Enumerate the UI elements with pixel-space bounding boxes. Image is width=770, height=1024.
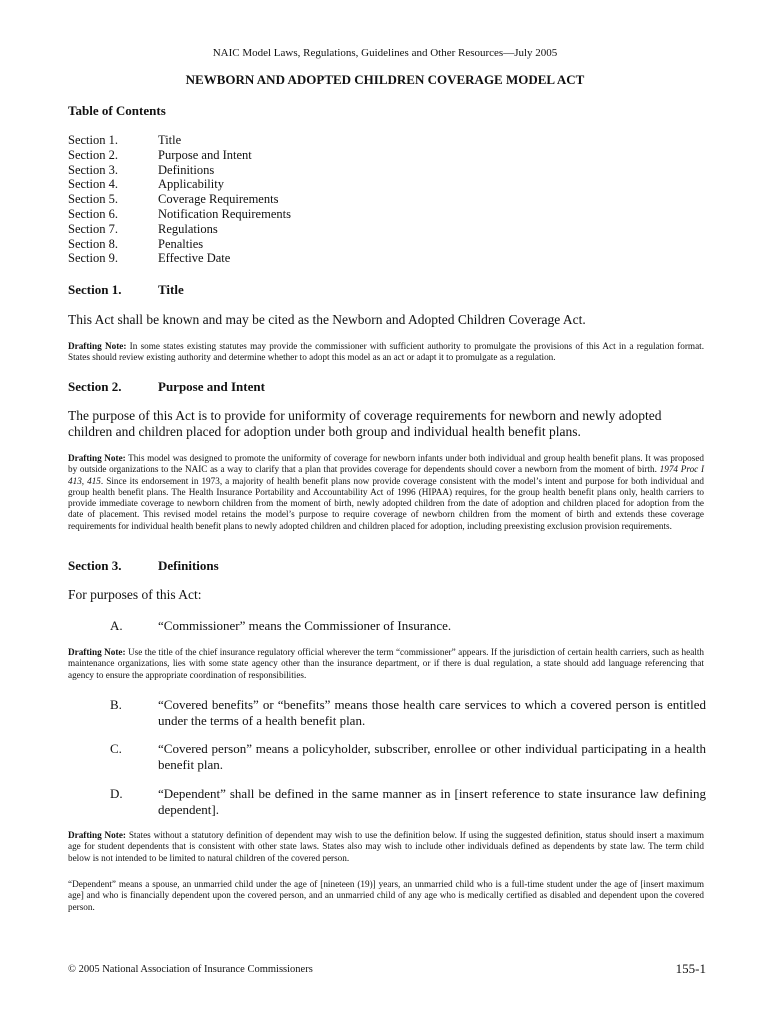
definition-d-drafting-note: Drafting Note: States without a statutory definition of dependent may wish to use the definition below. If using the suggested definition, status should insert a maximum age for student dependents that is consistent with other state laws. States also may wish to include other individuals defined as dependents by state law. The term child below is not intended to be limited to natural children of the covered person.: [68, 830, 705, 863]
page-number: 155-1: [675, 961, 706, 976]
section-1-drafting-note: Drafting Note: In some states existing statutes may provide the commissioner with sufficient authority to promulgate the provisions of this Act in a regulation format. States should review existing authority and determine whether to adopt this model as an act or adapt it to promulgate as a regulation.: [68, 341, 705, 363]
definition-d: D. “Dependent” shall be defined in the same manner as in [insert reference to state insurance law defining dependent].: [110, 786, 706, 817]
definition-a: A. “Commissioner” means the Commissioner of Insurance.: [110, 618, 452, 633]
toc-item: Section 5. Coverage Requirements: [68, 192, 279, 207]
section-1-text: This Act shall be known and may be cited as the Newborn and Adopted Children Coverage Act.: [68, 312, 586, 327]
toc-heading: Table of Contents: [68, 103, 166, 118]
toc-item: Section 6. Notification Requirements: [68, 206, 291, 221]
document-title: NEWBORN AND ADOPTED CHILDREN COVERAGE MODEL ACT: [185, 72, 585, 87]
toc-item: Section 4. Applicability: [68, 177, 224, 192]
section-1-heading: Section 1. Title: [68, 282, 184, 297]
footer-copyright: © 2005 National Association of Insurance Commissioners: [68, 964, 313, 975]
section-3-intro: For purposes of this Act:: [68, 587, 202, 602]
toc-item: Section 3. Definitions: [68, 162, 215, 177]
toc-item: Section 8. Penalties: [68, 236, 204, 251]
toc-item: Section 7. Regulations: [68, 221, 218, 236]
toc-item: Section 1. Title: [68, 133, 182, 147]
definition-b: B. “Covered benefits” or “benefits” means those health care services to which a covered person is entitled under the terms of a health benefit plan.: [110, 697, 706, 728]
running-header: NAIC Model Laws, Regulations, Guidelines and Other Resources—July 2005: [212, 47, 558, 59]
definition-a-drafting-note: Drafting Note: Use the title of the chief insurance regulatory official wherever the term “commissioner” appears. If the jurisdiction of certain health carriers, such as health maintenance organizations, lies with some state agency other than the insurance department, or if there is dual regulation, a state should add language referencing that agency to ensure the appropriate coordination of responsibilities.: [68, 647, 705, 680]
dependent-definition: “Dependent” means a spouse, an unmarried child under the age of [nineteen (19)] years, an unmarried child who is a full-time student under the age of [insert maximum age] and who is financially dependent upon the covered person, and an unmarried child of any age who is medically certified as disabled and dependent upon the covered person.: [68, 879, 704, 912]
section-2-text: The purpose of this Act is to provide for uniformity of coverage requirements for newborn and newly adopted children and children placed for adoption under both group and individual health benefit plans.: [68, 408, 662, 439]
definition-c: C. “Covered person” means a policyholder, subscriber, enrollee or other individual participating in a health benefit plan.: [110, 741, 706, 772]
section-3-heading: Section 3. Definitions: [68, 558, 219, 573]
toc-item: Section 2. Purpose and Intent: [68, 147, 252, 162]
section-2-heading: Section 2. Purpose and Intent: [68, 379, 265, 394]
table-of-contents: [68, 133, 291, 266]
toc-item: Section 9. Effective Date: [68, 251, 231, 266]
section-2-drafting-note: Drafting Note: This model was designed to promote the uniformity of coverage for newborn infants under both individual and group health benefit plans. It was proposed by outside organizations to the NAIC as a way to clarify that a plan that provides coverage for dependents should cover a newborn from the moment of birth. 1974 Proc I 413, 415. Since its endorsement in 1973, a majority of health benefit plans now provide coverage consistent with the model’s intent and purpose for both individual and group health benefit plans. The Health Insurance Portability and Accountability Act of 1996 (HIPAA) requires, for the group health benefit plans only, health carriers to provide immediate coverage to newborn children from the moment of birth, newly adopted children from the date of adoption and children placed for adoption from the date of placement. This revised model retains the model’s purpose to require coverage of newborn children from the moment of birth and extends these coverage requirements for individual health benefit plans to newly adopted children and children placed for adoption, including preexisting exclusion provision requirements.: [68, 453, 705, 531]
